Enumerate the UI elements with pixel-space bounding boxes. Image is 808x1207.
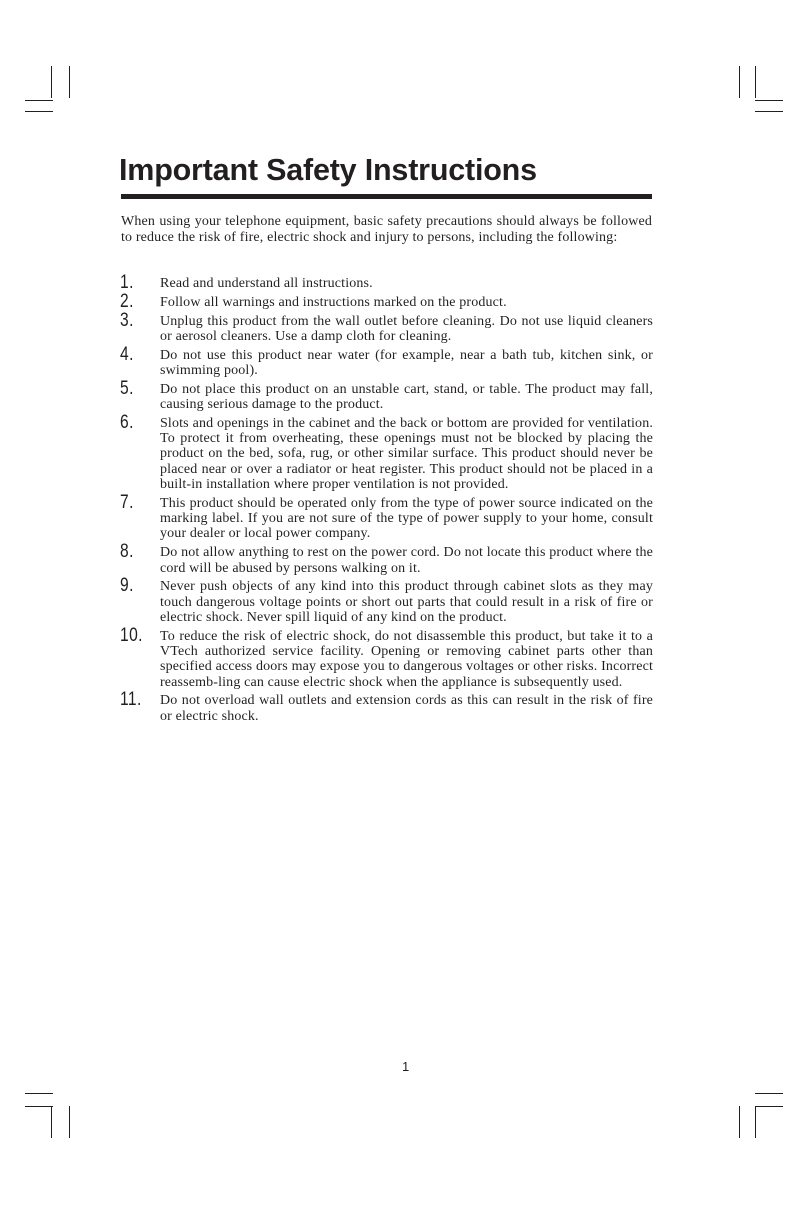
item-number: 11. (120, 689, 142, 711)
item-number: 8. (120, 541, 134, 563)
crop-mark (25, 111, 53, 112)
list-item (120, 377, 653, 413)
crop-mark (51, 66, 52, 98)
item-text: Never push objects of any kind into this product through cabinet slots as they may touch dangerous voltage points or short out parts that could result in a risk of fire or electric shock. Never spill liquid of any kind on the product. (160, 579, 653, 625)
item-text: To reduce the risk of electric shock, do not disassemble this product, but take it to a VTech authorized service facility. Opening or removing cabinet parts other than specified access doors may expose you to dangerous voltages or other risks. Incorrect reassemb-ling can cause electric shock when the appliance is subsequently used. (160, 628, 653, 690)
intro-paragraph: When using your telephone equipment, basic safety precautions should always be followed to reduce the risk of fire, electric shock and injury to persons, including the following: (121, 214, 652, 245)
crop-mark (739, 1106, 740, 1138)
crop-mark (755, 66, 756, 98)
item-number: 3. (120, 309, 134, 331)
crop-mark (69, 1106, 70, 1138)
page-title: Important Safety Instructions (119, 153, 537, 187)
crop-mark (755, 1093, 783, 1094)
crop-mark (69, 66, 70, 98)
list-item (120, 491, 653, 542)
list-item (120, 575, 653, 625)
item-text: This product should be operated only from the type of power source indicated on the marking label. If you are not sure of the type of power supply to your home, consult your dealer or local power company. (160, 495, 653, 542)
safety-instructions-list (120, 272, 653, 728)
item-text: Read and understand all instructions. (160, 276, 373, 291)
crop-mark (755, 111, 783, 112)
list-item (120, 343, 653, 379)
crop-mark (25, 100, 53, 101)
item-number: 5. (120, 377, 134, 399)
crop-mark (51, 1106, 52, 1138)
item-number: 2. (120, 290, 134, 312)
item-number: 10. (120, 624, 143, 646)
list-item (120, 689, 653, 724)
crop-mark (25, 1106, 53, 1107)
item-text: Unplug this product from the wall outlet before cleaning. Do not use liquid cleaners or aerosol cleaners. Use a damp cloth for cleaning. (160, 313, 653, 344)
item-text: Follow all warnings and instructions marked on the product. (160, 294, 507, 310)
crop-mark (25, 1093, 53, 1094)
list-item (120, 272, 653, 293)
list-item (120, 541, 653, 576)
list-item (120, 624, 653, 690)
item-text: Do not overload wall outlets and extension cords as this can result in the risk of fire or electric shock. (160, 693, 653, 724)
item-text: Slots and openings in the cabinet and the back or bottom are provided for ventilation. To protect it from overheating, these openings must not be blocked by placing the product on the bed, sofa, rug, or other similar surface. This product should never be placed near or over a radiator or heat register. This product should not be placed in a built-in installation where proper ventilation is not provided. (160, 415, 653, 493)
list-item (120, 309, 653, 345)
item-text: Do not use this product near water (for example, near a bath tub, kitchen sink, or swimming pool). (160, 347, 653, 378)
title-rule (121, 194, 652, 199)
page-number: 1 (402, 1059, 410, 1074)
list-item (120, 290, 653, 312)
item-number: 9. (120, 575, 134, 597)
crop-mark (755, 1106, 783, 1107)
crop-mark (755, 1106, 756, 1138)
item-text: Do not place this product on an unstable cart, stand, or table. The product may fall, causing serious damage to the product. (160, 381, 653, 413)
crop-mark (739, 66, 740, 98)
item-number: 4. (120, 343, 134, 365)
list-item (120, 411, 653, 493)
item-text: Do not allow anything to rest on the power cord. Do not locate this product where the cord will be abused by persons walking on it. (160, 545, 653, 576)
item-number: 7. (120, 491, 134, 513)
item-number: 6. (120, 411, 134, 433)
crop-mark (755, 100, 783, 101)
item-number: 1. (120, 272, 134, 293)
